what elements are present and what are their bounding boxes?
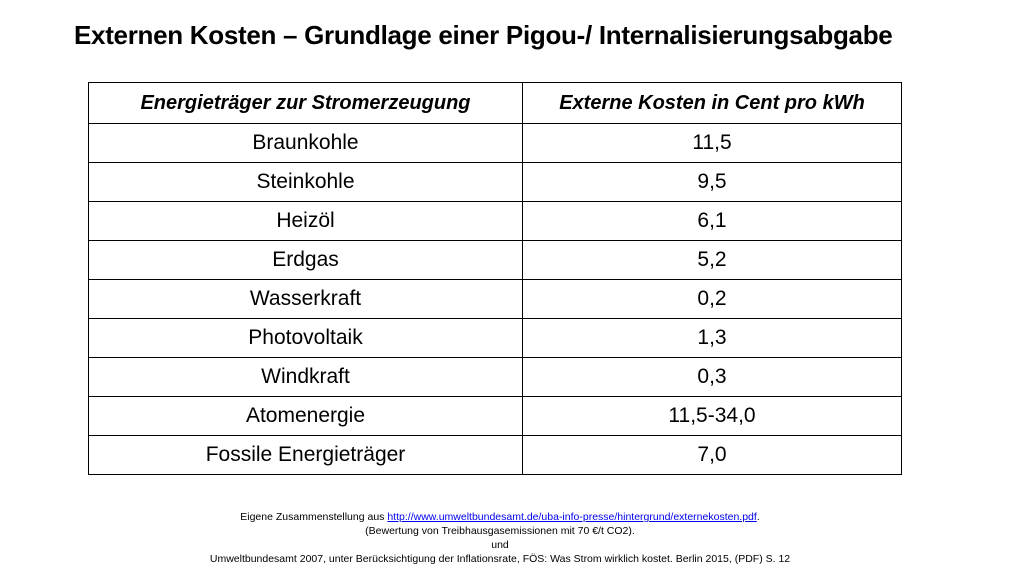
energy-source-cell: Fossile Energieträger — [89, 436, 523, 475]
slide-title: Externen Kosten – Grundlage einer Pigou-/ Internalisierungsabgabe — [74, 20, 893, 50]
energy-source-cell: Photovoltaik — [89, 319, 523, 358]
header-energy-source: Energieträger zur Stromerzeugung — [89, 83, 523, 124]
table-row — [89, 436, 902, 475]
table-row — [89, 358, 902, 397]
cost-cell: 9,5 — [523, 163, 902, 202]
energy-source-cell: Heizöl — [89, 202, 523, 241]
table-row — [89, 202, 902, 241]
cost-cell: 11,5 — [523, 124, 902, 163]
cost-cell: 6,1 — [523, 202, 902, 241]
source-link[interactable]: http://www.umweltbundesamt.de/uba-info-presse/hintergrund/externekosten.pdf — [387, 511, 757, 523]
table-row — [89, 280, 902, 319]
table-row — [89, 241, 902, 280]
source-footnote — [0, 510, 1000, 566]
energy-source-cell: Wasserkraft — [89, 280, 523, 319]
cost-cell: 1,3 — [523, 319, 902, 358]
footnote-line-4: Umweltbundesamt 2007, unter Berücksichtigung der Inflationsrate, FÖS: Was Strom wirklich kostet. Berlin 2015, (PDF) S. 12 — [209, 553, 791, 565]
cost-cell: 7,0 — [523, 436, 902, 475]
table-row — [89, 163, 902, 202]
cost-cell: 5,2 — [523, 241, 902, 280]
footnote-line-3: und — [491, 539, 509, 551]
table-header-row — [89, 83, 902, 124]
external-costs-table — [88, 82, 902, 475]
energy-source-cell: Erdgas — [89, 241, 523, 280]
energy-source-cell: Braunkohle — [89, 124, 523, 163]
footnote-line-1 — [0, 510, 1000, 524]
energy-source-cell: Atomenergie — [89, 397, 523, 436]
footnote-prefix: Eigene Zusammenstellung aus — [240, 511, 388, 523]
header-external-costs: Externe Kosten in Cent pro kWh — [523, 83, 902, 124]
cost-cell: 0,3 — [523, 358, 902, 397]
table-row — [89, 124, 902, 163]
cost-cell: 11,5-34,0 — [523, 397, 902, 436]
footnote-suffix: . — [756, 511, 760, 523]
cost-cell: 0,2 — [523, 280, 902, 319]
table-row — [89, 397, 902, 436]
energy-source-cell: Steinkohle — [89, 163, 523, 202]
footnote-line-2: (Bewertung von Treibhausgasemissionen mit 70 €/t CO2). — [365, 525, 635, 537]
energy-source-cell: Windkraft — [89, 358, 523, 397]
table-row — [89, 319, 902, 358]
